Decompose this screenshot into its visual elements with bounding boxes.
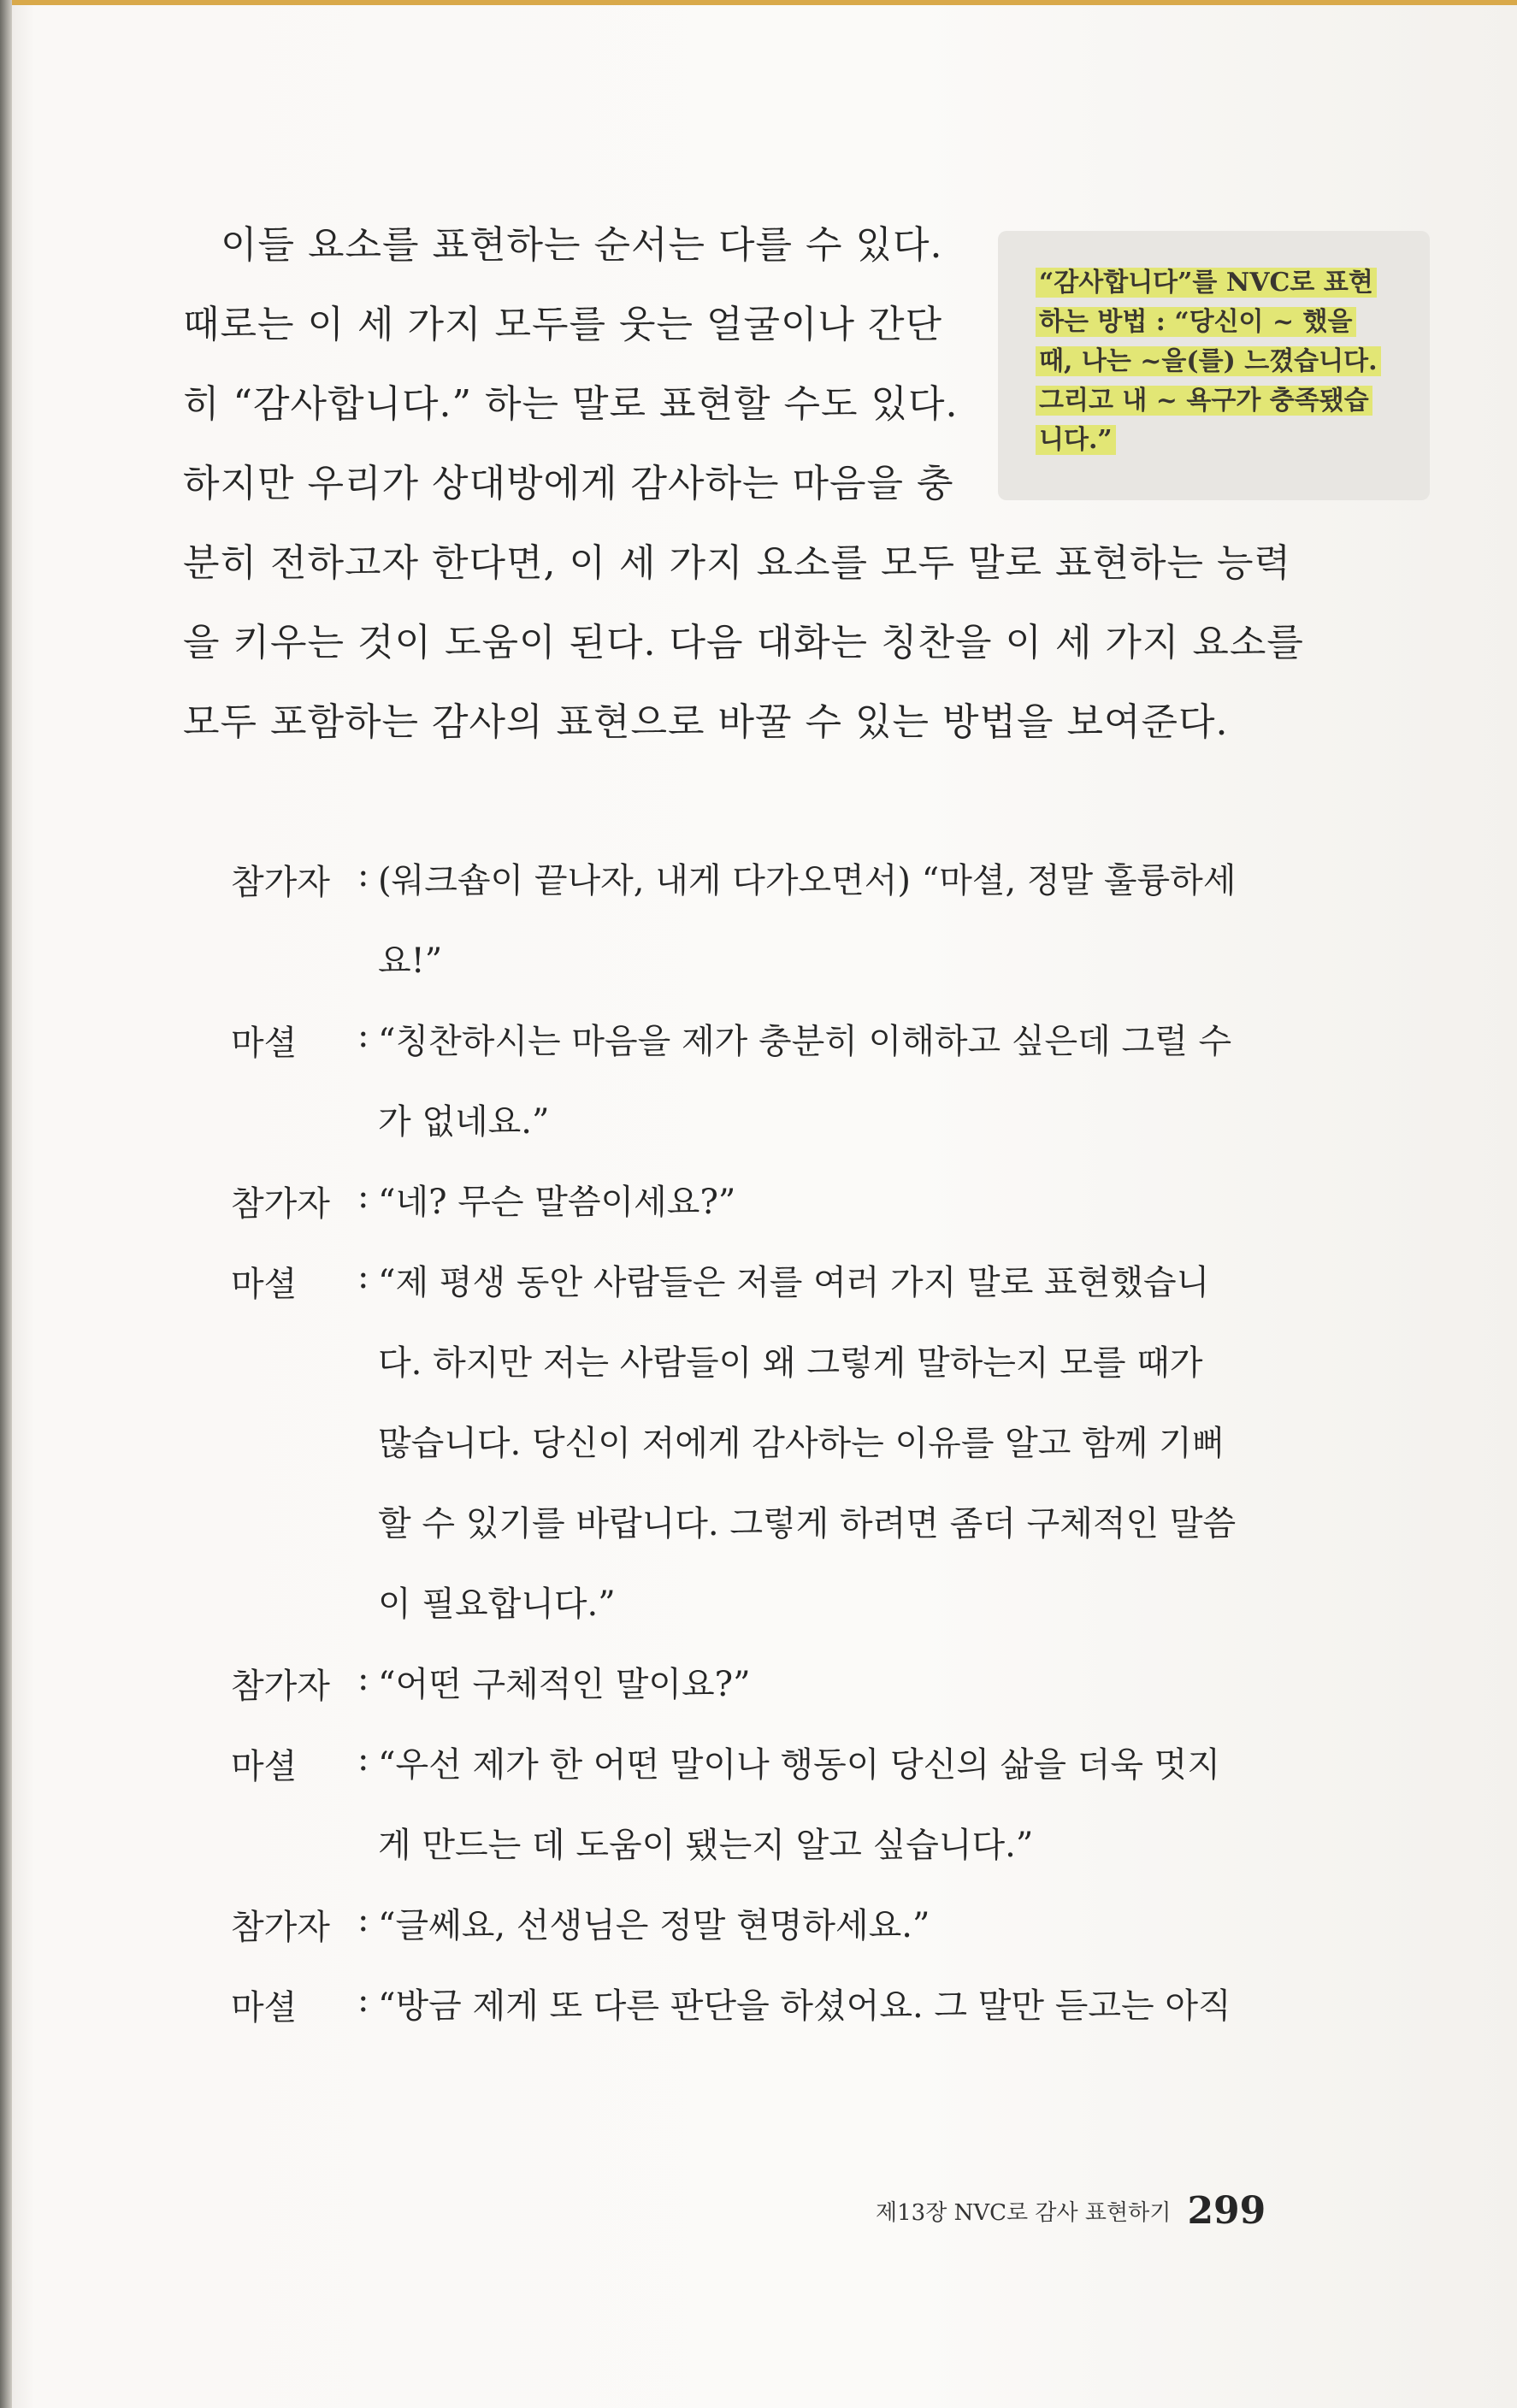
- margin-note-line-5: 니다.”: [1036, 421, 1116, 460]
- speech-line: (워크숍이 끝나자, 내게 다가오면서) “마셜, 정말 훌륭하세: [378, 861, 1237, 900]
- intro-line-1: 이들 요소를 표현하는 순서는 다를 수 있다.: [221, 223, 943, 267]
- speaker-name: 마셜: [231, 1747, 298, 1786]
- page-footer: [876, 2189, 1266, 2233]
- speaker-name: 참가자: [231, 1184, 330, 1224]
- margin-note-line-4: 그리고 내 ~ 욕구가 충족됐습: [1036, 381, 1372, 421]
- speaker-name: 마셜: [231, 1265, 298, 1304]
- intro-line-7: 모두 포함하는 감사의 표현으로 바꿀 수 있는 방법을 보여준다.: [183, 700, 1229, 744]
- speaker-name: 참가자: [231, 1908, 330, 1947]
- speech-line: “칭찬하시는 마음을 제가 충분히 이해하고 싶은데 그럴 수: [378, 1022, 1232, 1061]
- speaker-name: 마셜: [231, 1988, 298, 2027]
- speech-line: “우선 제가 한 어떤 말이나 행동이 당신의 삶을 더욱 멋지: [378, 1745, 1220, 1785]
- speaker-colon: :: [357, 855, 369, 894]
- margin-note-box: [998, 231, 1430, 500]
- speech-line: “방금 제게 또 다른 판단을 하셨어요. 그 말만 듣고는 아직: [378, 1986, 1231, 2026]
- page-number: 299: [1187, 2189, 1266, 2233]
- speaker-colon: :: [357, 1257, 369, 1296]
- page-top-edge: [0, 0, 1517, 5]
- speaker-colon: :: [357, 1739, 369, 1779]
- speech-line: “어떤 구체적인 말이요?”: [378, 1665, 751, 1704]
- intro-line-4: 하지만 우리가 상대방에게 감사하는 마음을 충: [183, 462, 954, 505]
- speech-text: [378, 855, 1267, 1016]
- speaker-colon: :: [357, 1980, 369, 2020]
- intro-line-3: 히 “감사합니다.” 하는 말로 표현할 수도 있다.: [183, 382, 959, 426]
- speech-line: “글쎄요, 선생님은 정말 현명하세요.”: [378, 1906, 930, 1945]
- speech-text: [378, 1016, 1267, 1177]
- speaker-colon: :: [357, 1900, 369, 1939]
- speaker-name: 참가자: [231, 1667, 330, 1706]
- speaker-colon: :: [357, 1016, 369, 1055]
- speech-text: [378, 1257, 1267, 1659]
- speech-text: [378, 1659, 1267, 1739]
- speech-line: 이 필요합니다.”: [378, 1585, 616, 1624]
- speech-line: 할 수 있기를 바랍니다. 그렇게 하려면 좀더 구체적인 말씀: [378, 1504, 1237, 1543]
- chapter-title: 제13장 NVC로 감사 표현하기: [876, 2200, 1172, 2226]
- margin-note-line-1: “감사합니다”를 NVC로 표현: [1036, 263, 1377, 303]
- speech-text: [378, 1980, 1267, 2061]
- speech-text: [378, 1900, 1267, 1980]
- speaker-colon: :: [357, 1659, 369, 1698]
- speech-line: “네? 무슨 말씀이세요?”: [378, 1183, 736, 1222]
- intro-line-5: 분히 전하고자 한다면, 이 세 가지 요소를 모두 말로 표현하는 능력: [183, 541, 1291, 585]
- speech-text: [378, 1739, 1267, 1900]
- intro-line-6: 을 키우는 것이 도움이 된다. 다음 대화는 칭찬을 이 세 가지 요소를: [183, 621, 1304, 664]
- speech-line: 게 만드는 데 도움이 됐는지 알고 싶습니다.”: [378, 1826, 1034, 1865]
- margin-note-line-3: 때, 나는 ~을(를) 느꼈습니다.: [1036, 342, 1381, 381]
- intro-line-2: 때로는 이 세 가지 모두를 웃는 얼굴이나 간단: [183, 303, 942, 346]
- speaker-name: 참가자: [231, 863, 330, 902]
- speech-line: “제 평생 동안 사람들은 저를 여러 가지 말로 표현했습니: [378, 1263, 1210, 1302]
- speech-line: 요!”: [378, 941, 443, 981]
- speaker-colon: :: [357, 1177, 369, 1216]
- margin-note-line-2: 하는 방법 : “당신이 ~ 했을: [1036, 303, 1356, 342]
- speech-line: 다. 하지만 저는 사람들이 왜 그렇게 말하는지 모를 때가: [378, 1343, 1203, 1383]
- speech-line: 많습니다. 당신이 저에게 감사하는 이유를 알고 함께 기뻐: [378, 1424, 1225, 1463]
- speech-line: 가 없네요.”: [378, 1102, 550, 1142]
- page-left-edge: [0, 0, 12, 2408]
- speech-text: [378, 1177, 1267, 1257]
- speaker-name: 마셜: [231, 1024, 298, 1063]
